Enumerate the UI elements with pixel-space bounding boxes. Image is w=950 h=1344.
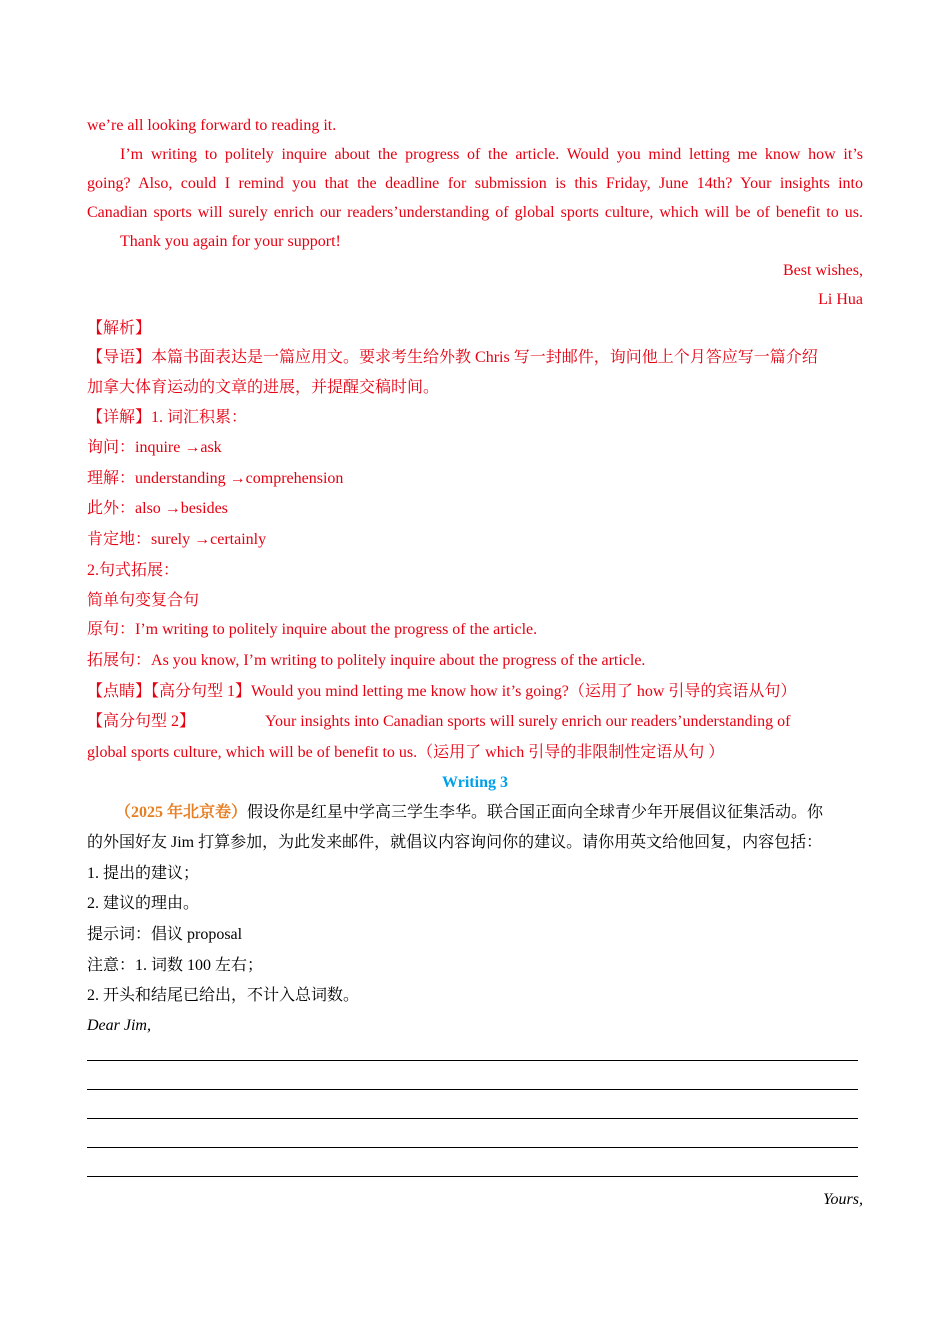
answer-line bbox=[87, 1060, 858, 1061]
guide-tag: 【导语】 bbox=[87, 349, 152, 366]
letter-thanks: Thank you again for your support! bbox=[120, 233, 341, 250]
pattern-1: 【点睛】【高分句型 1】Would you mind letting me know how it’s going?（运用了 how 引导的宾语从句） bbox=[87, 683, 797, 700]
source-tag: （2025 年北京卷） bbox=[115, 804, 248, 821]
detail-tag: 【详解】 bbox=[87, 409, 152, 426]
guide-line-1 bbox=[87, 348, 863, 368]
letter-closing: Best wishes, bbox=[783, 262, 863, 279]
expanded-sentence: 拓展句：As you know, I’m writing to politely inquire about the progress of the article. bbox=[87, 652, 646, 669]
writing3-prompt-line-2: 的外国好友 Jim 打算参加，为此发来邮件，就倡议内容询问你的建议。请你用英文给他回复，内容包括： bbox=[87, 834, 823, 851]
letter-para2-line2: going? Also, could I remind you that the deadline for submission is this Friday, June 14th? Your insights into bbox=[87, 175, 863, 192]
writing3-point-1: 1. 提出的建议； bbox=[87, 865, 200, 882]
writing3-greeting: Dear Jim, bbox=[87, 1017, 151, 1034]
letter-signature: Li Hua bbox=[818, 291, 863, 308]
pattern2-tag: 【高分句型 2】 bbox=[87, 713, 196, 730]
answer-line bbox=[87, 1089, 858, 1090]
letter-line-1: we’re all looking forward to reading it. bbox=[87, 117, 337, 134]
arrow-icon: → bbox=[194, 531, 211, 548]
detail-title: 1. 词汇积累： bbox=[151, 409, 248, 426]
answer-line bbox=[87, 1147, 858, 1148]
original-sentence: 原句：I’m writing to politely inquire about the progress of the article. bbox=[87, 621, 538, 638]
writing3-note-1: 注意：1. 词数 100 左右； bbox=[87, 957, 264, 974]
arrow-icon: → bbox=[229, 470, 246, 487]
pattern1-tag: 【高分句型 1】 bbox=[151, 683, 252, 700]
analysis-heading: 【解析】 bbox=[87, 320, 152, 337]
writing3-title: Writing 3 bbox=[442, 774, 508, 791]
sentence-title: 2.句式拓展： bbox=[87, 562, 180, 579]
writing3-hint: 提示词：倡议 proposal bbox=[87, 926, 243, 943]
writing3-signoff: Yours, bbox=[823, 1191, 863, 1208]
writing3-note-2: 2. 开头和结尾已给出，不计入总词数。 bbox=[87, 987, 360, 1004]
guide-line-2: 加拿大体育运动的文章的进展，并提醒交稿时间。 bbox=[87, 379, 440, 396]
letter-para2-line1: I’m writing to politely inquire about the progress of the article. Would you mind letting me know how it’s bbox=[120, 146, 863, 163]
letter-para2-line3: Canadian sports will surely enrich our readers’understanding of global sports culture, which will be of benefit to us. bbox=[87, 204, 863, 221]
answer-line bbox=[87, 1176, 858, 1177]
sentence-sub: 简单句变复合句 bbox=[87, 592, 200, 609]
vocab-item: 此外：also →besides bbox=[87, 500, 228, 517]
vocab-item: 询问：inquire →ask bbox=[87, 439, 222, 456]
vocab-item: 肯定地：surely →certainly bbox=[87, 531, 267, 548]
arrow-icon: → bbox=[164, 500, 181, 517]
pattern-2-line-2: global sports culture, which will be of benefit to us.（运用了 which 引导的非限制性定语从句 ） bbox=[87, 744, 725, 761]
answer-line bbox=[87, 1118, 858, 1119]
pattern-2-line-1: 【高分句型 2】 Your insights into Canadian sports will surely enrich our readers’understanding of bbox=[87, 713, 791, 730]
guide-text-1: 本篇书面表达是一篇应用文。要求考生给外教 Chris 写一封邮件，询问他上个月答应写一篇介绍 bbox=[151, 349, 818, 366]
writing3-point-2: 2. 建议的理由。 bbox=[87, 895, 200, 912]
writing3-prompt-line-1: （2025 年北京卷）假设你是红星中学高三学生李华。联合国正面向全球青少年开展倡议征集活动。你 bbox=[115, 804, 824, 821]
arrow-icon: → bbox=[184, 439, 201, 456]
highlight-tag: 【点睛】 bbox=[87, 683, 152, 700]
vocab-item: 理解：understanding →comprehension bbox=[87, 470, 344, 487]
detail-line bbox=[87, 408, 863, 428]
